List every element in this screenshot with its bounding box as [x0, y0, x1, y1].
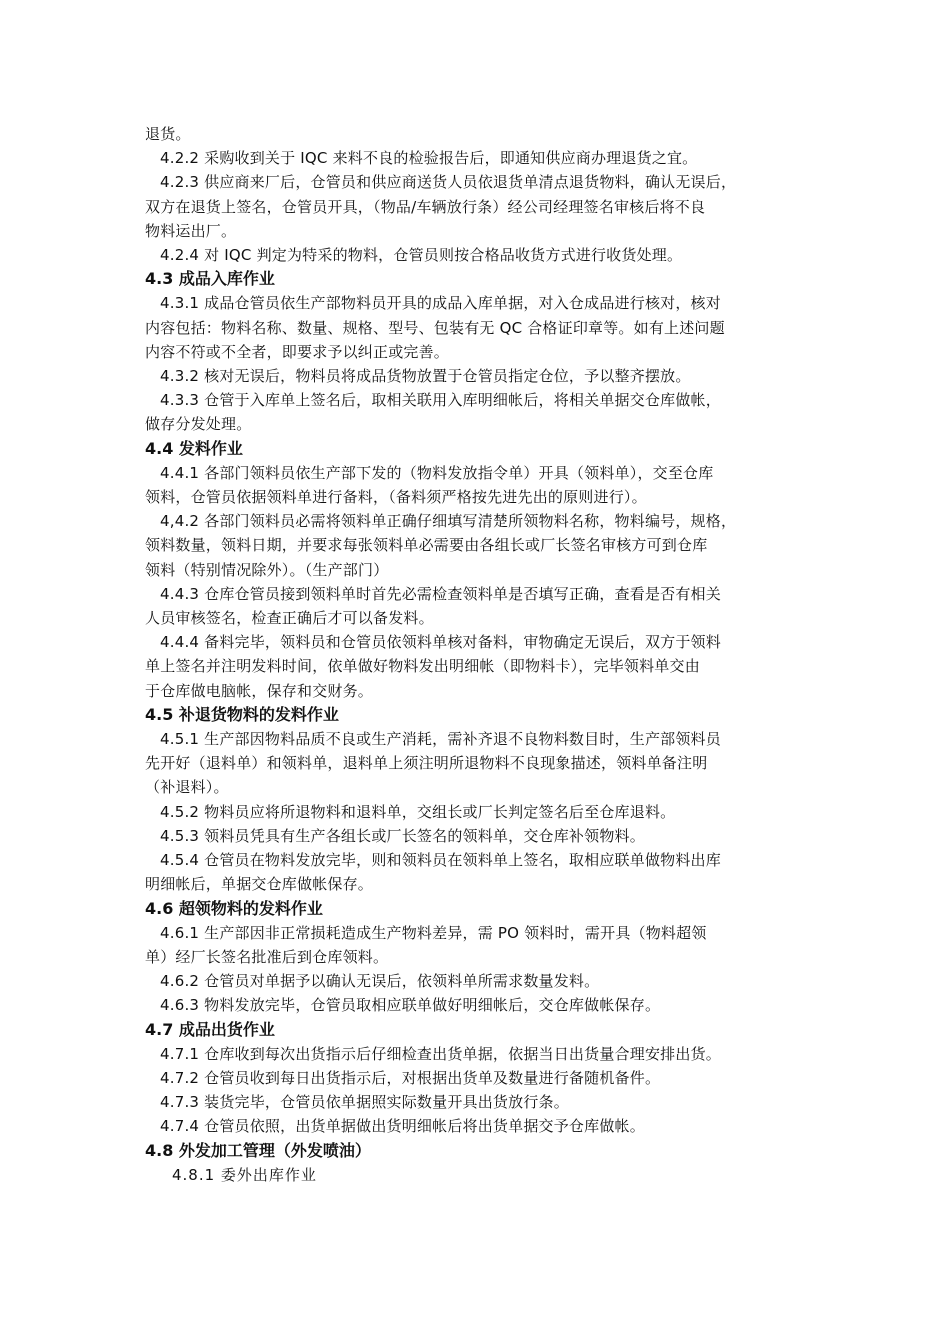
paragraph-line: 4.7.3 装货完毕，仓管员依单据照实际数量开具出货放行条。: [160, 1093, 569, 1112]
text-line: 领料（特别情况除外）。（生产部门）: [145, 560, 389, 579]
paragraph-line: 4,4.2 各部门领料员必需将领料单正确仔细填写清楚所领物料名称，物料编号，规格，: [160, 512, 737, 531]
section-heading: 4.8 外发加工管理（外发喷油）: [145, 1140, 371, 1160]
text-line: 物料运出厂。: [145, 221, 237, 240]
paragraph-line: 4.2.2 采购收到关于 IQC 来料不良的检验报告后，即通知供应商办理退货之宜。: [160, 149, 698, 168]
text-line: 内容不符或不全者，即要求予以纠正或完善。: [145, 342, 450, 361]
text-line: 人员审核签名，检查正确后才可以备发料。: [145, 609, 434, 628]
paragraph-line: 4.2.3 供应商来厂后，仓管员和供应商送货人员依退货单清点退货物料，确认无误后，: [160, 173, 737, 192]
paragraph-line: 4.7.4 仓管员依照，出货单据做出货明细帐后将出货单据交予仓库做帐。: [160, 1117, 645, 1136]
paragraph-line: 4.4.4 备料完毕，领料员和仓管员依领料单核对备料，审物确定无误后，双方于领料: [160, 633, 721, 652]
paragraph-line: 4.5.3 领料员凭具有生产各组长或厂长签名的领料单，交仓库补领物料。: [160, 826, 645, 845]
text-line: 双方在退货上签名，仓管员开具，（物品/车辆放行条）经公司经理签名审核后将不良: [145, 197, 706, 216]
section-heading: 4.3 成品入库作业: [145, 269, 275, 289]
text-line: 领料，仓管员依据领料单进行备料，（备料须严格按先进先出的原则进行）。: [145, 488, 647, 507]
paragraph-line: 4.6.2 仓管员对单据予以确认无误后，依领料单所需求数量发料。: [160, 972, 600, 991]
paragraph-line: 4.3.1 成品仓管员依生产部物料员开具的成品入库单据，对入仓成品进行核对，核对: [160, 294, 721, 313]
text-line: 领料数量，领料日期，并要求每张领料单必需要由各组长或厂长签名审核方可到仓库: [145, 536, 708, 555]
paragraph-line: 4.5.4 仓管员在物料发放完毕，则和领料员在领料单上签名，取相应联单做物料出库: [160, 851, 721, 870]
text-line: （补退料）。: [145, 778, 229, 797]
paragraph-line: 4.6.1 生产部因非正常损耗造成生产物料差异，需 PO 领料时，需开具（物料超领: [160, 923, 707, 942]
paragraph-line: 4.7.1 仓库收到每次出货指示后仔细检查出货单据，依据当日出货量合理安排出货。: [160, 1044, 721, 1063]
paragraph-line: 4.5.2 物料员应将所退物料和退料单，交组长或厂长判定签名后至仓库退料。: [160, 802, 676, 821]
section-heading: 4.6 超领物料的发料作业: [145, 898, 323, 918]
text-line: 内容包括：物料名称、数量、规格、型号、包装有无 QC 合格证印章等。如有上述问题: [145, 318, 725, 337]
text-line: 先开好（退料单）和领料单，退料单上须注明所退物料不良现象描述，领料单备注明: [145, 754, 708, 773]
text-line: 退货。: [145, 125, 191, 143]
text-line: 明细帐后，单据交仓库做帐保存。: [145, 875, 374, 894]
section-heading: 4.7 成品出货作业: [145, 1019, 275, 1039]
paragraph-line: 4.7.2 仓管员收到每日出货指示后，对根据出货单及数量进行备随机备件。: [160, 1068, 661, 1087]
paragraph-line: 4.4.1 各部门领料员依生产部下发的（物料发放指令单）开具（领料单），交至仓库: [160, 463, 714, 482]
document-page: [145, 122, 807, 1187]
paragraph-line: 4.6.3 物料发放完毕，仓管员取相应联单做好明细帐后，交仓库做帐保存。: [160, 996, 661, 1015]
paragraph-line: 4.5.1 生产部因物料品质不良或生产消耗，需补齐退不良物料数目时，生产部领料员: [160, 730, 721, 749]
text-line: 于仓库做电脑帐，保存和交财务。: [145, 681, 374, 700]
paragraph-line: 4.3.2 核对无误后，物料员将成品货物放置于仓管员指定仓位，予以整齐摆放。: [160, 367, 691, 386]
section-heading: 4.4 发料作业: [145, 438, 243, 458]
text-line: 单）经厂长签名批准后到仓库领料。: [145, 947, 389, 966]
section-heading: 4.5 补退货物料的发料作业: [145, 704, 339, 724]
text-line: 做存分发处理。: [145, 415, 252, 434]
paragraph-line: 4.4.3 仓库仓管员接到领料单时首先必需检查领料单是否填写正确，查看是否有相关: [160, 584, 721, 603]
paragraph-line: 4.3.3 仓管于入库单上签名后，取相关联用入库明细帐后，将相关单据交仓库做帐，: [160, 391, 721, 410]
text-line: 单上签名并注明发料时间，依单做好物料发出明细帐（即物料卡），完毕领料单交由: [145, 657, 700, 676]
paragraph-line: 4.2.4 对 IQC 判定为特采的物料，仓管员则按合格品收货方式进行收货处理。: [160, 246, 683, 265]
subsection-line: 4.8.1 委外出库作业: [172, 1165, 317, 1184]
